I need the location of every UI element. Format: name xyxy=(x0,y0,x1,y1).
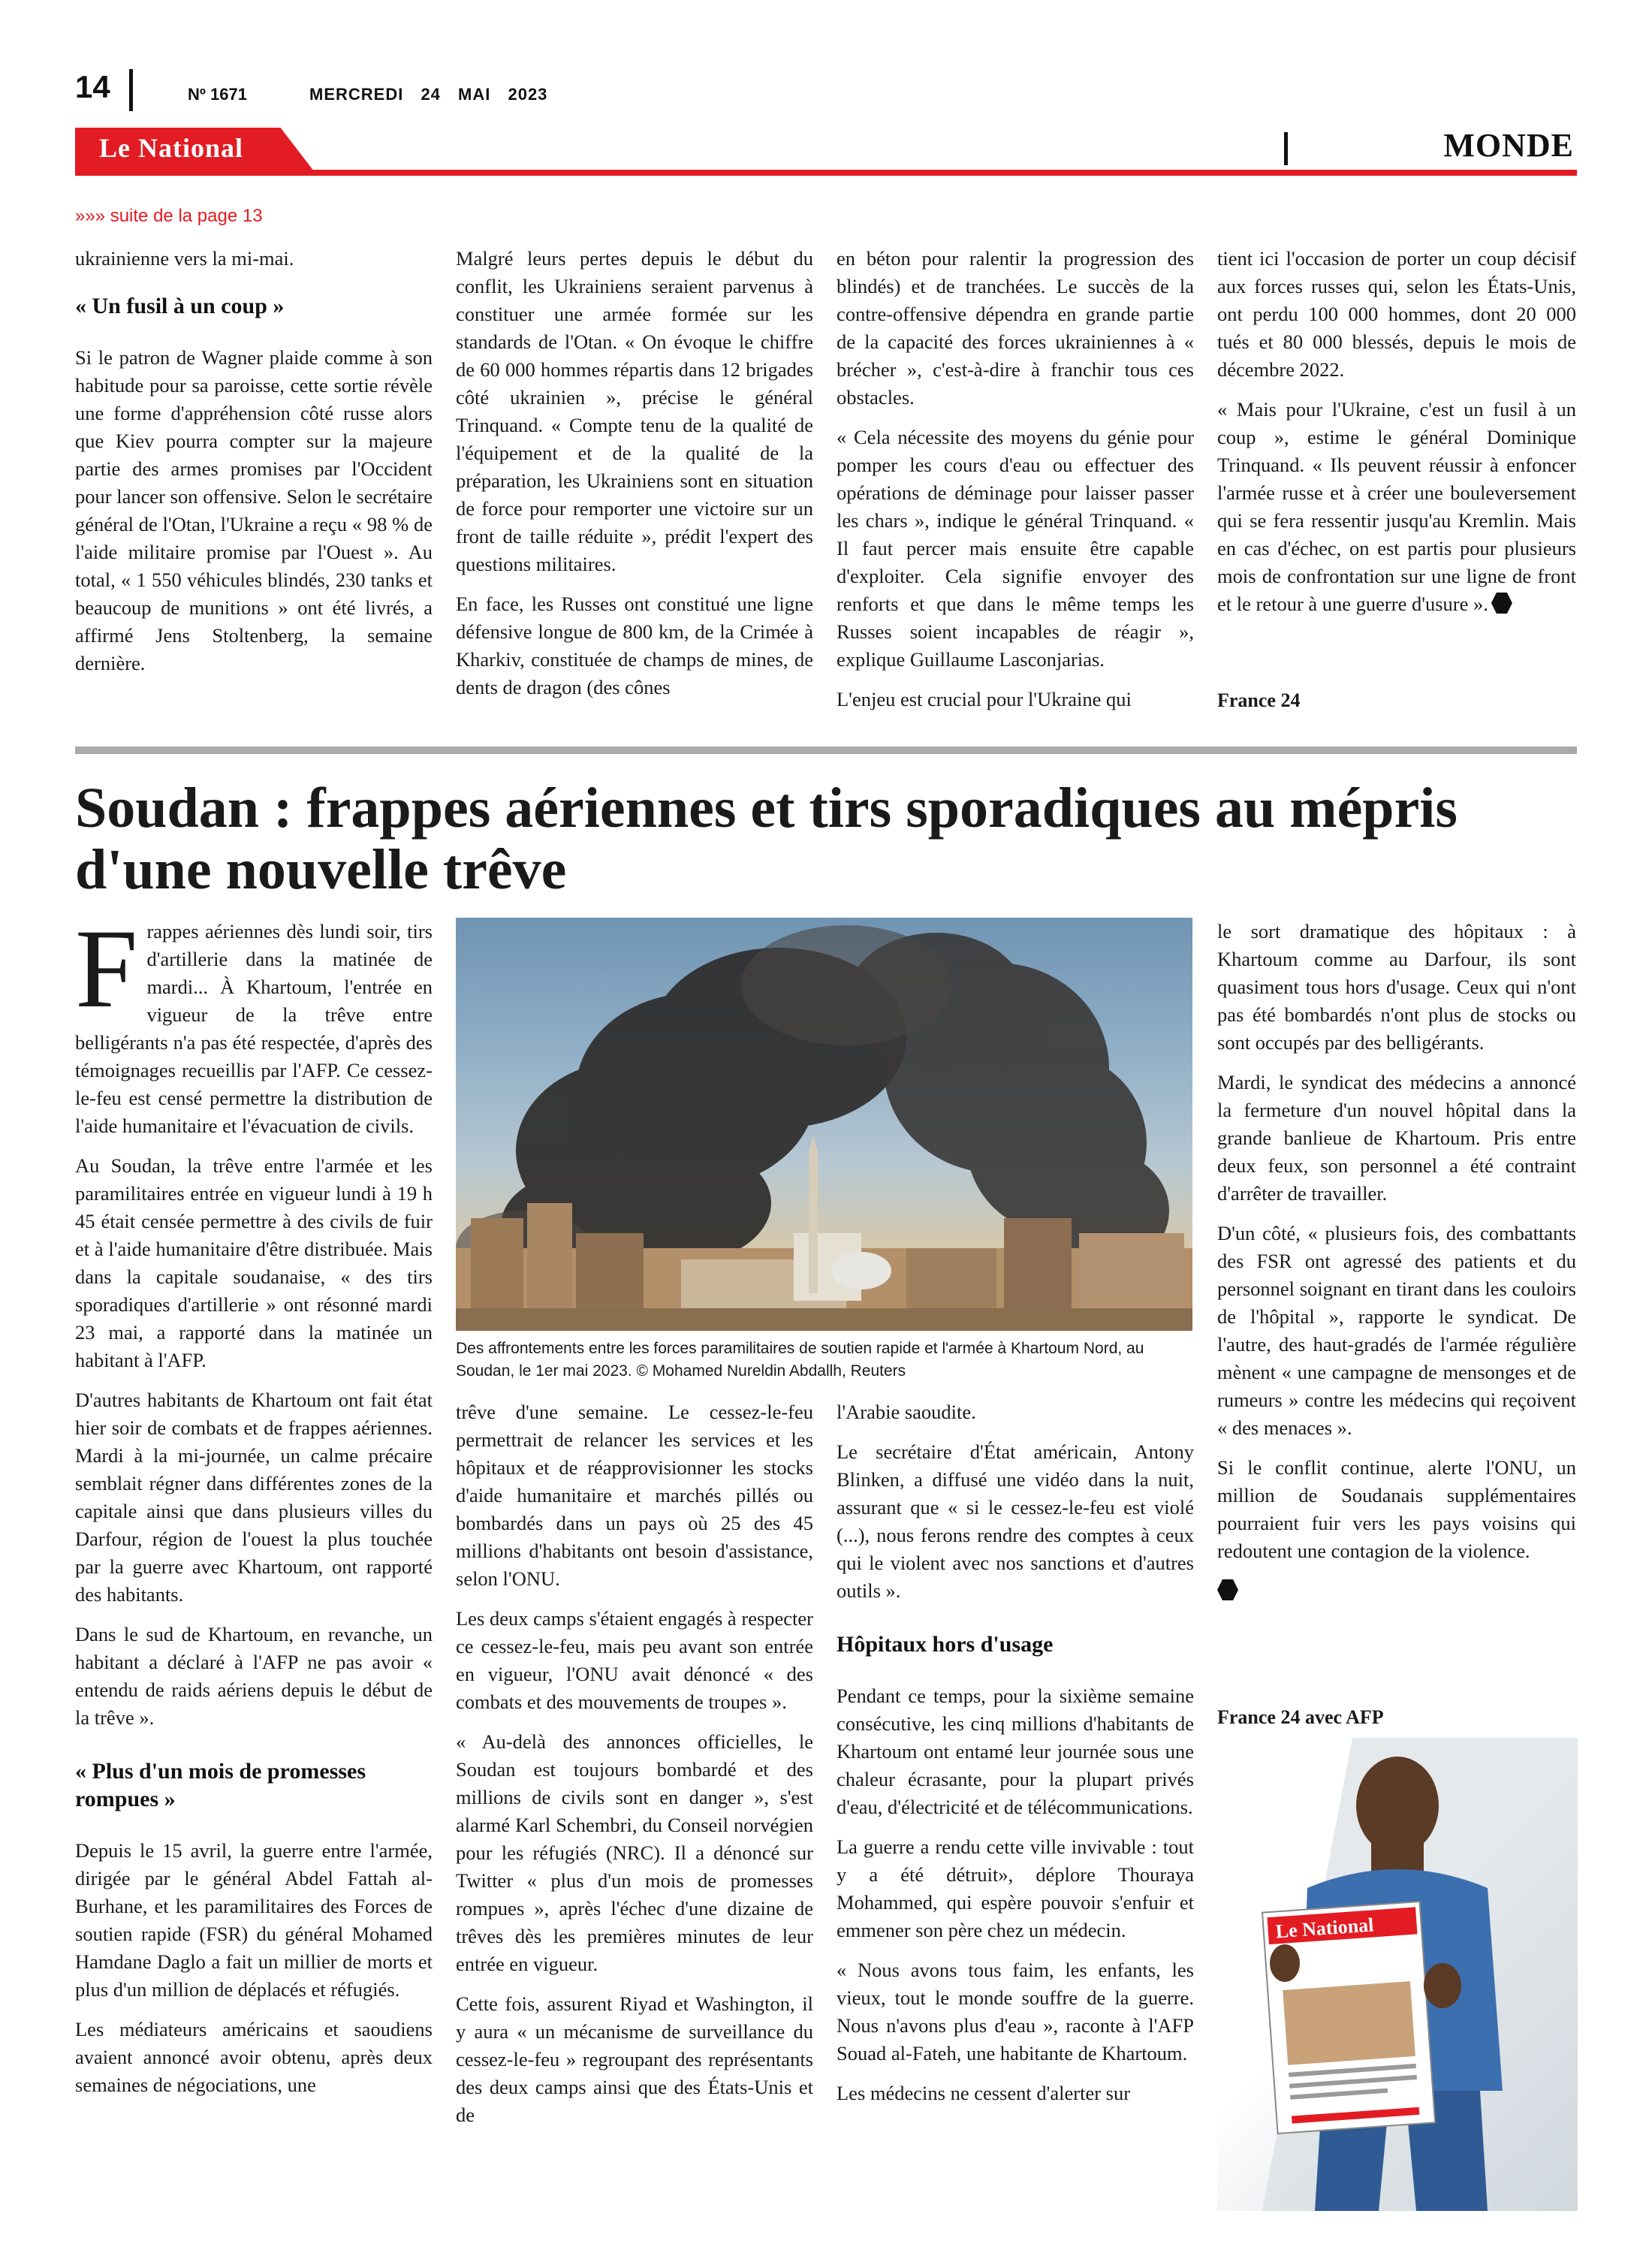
main-article-source: France 24 avec AFP xyxy=(1217,1706,1384,1728)
news-photo xyxy=(456,918,1192,1331)
paragraph: ukrainienne vers la mi-mai. xyxy=(75,247,294,270)
article-separator xyxy=(75,746,1577,754)
paragraph: La guerre a rendu cette ville invivable : tout y a été détruit», déplore Thouraya Mohammed, qui espère pouvoir s'enfuir et emmener son père chez un médecin. xyxy=(837,1835,1194,1941)
paragraph: « Au-delà des annonces officielles, le Soudan est toujours bombardé et des millions de civils sont en danger », s'est alarmé Karl Schembri, du Conseil norvégien pour les réfugiés (NRC). Il a dénoncé sur Twitter « plus d'un mois de promesses rompues », après l'échec d'une dizaine de trêves dès les premières minutes de leur entrée en vigueur. xyxy=(456,1730,813,1975)
paragraph: « Cela nécessite des moyens du génie pour pomper les cours d'eau ou effectuer des opérations de déminage pour laisser passer les chars », indique le général Trinquand. « Il faut percer mais ensuite être capable d'exploiter. Cela signifie envoyer des renforts et que dans le même temps les Russes soient incapables de réagir », explique Guillaume Lasconjarias. xyxy=(837,426,1194,671)
subheading: Hôpitaux hors d'usage xyxy=(837,1632,1054,1657)
lead-paragraph xyxy=(75,906,433,1140)
paragraph: Pendant ce temps, pour la sixième semaine consécutive, les cinq millions d'habitants de Khartoum ont entamé leur journée sous une chaleur écrasante, pour la plupart privés d'eau, d'électricité et de télécommunications. xyxy=(837,1684,1194,1818)
paragraph-text: « Mais pour l'Ukraine, c'est un fusil à un coup », estime le général Dominique Trinquand. « Ils peuvent réussir à enfoncer l'armée russe et à créer une bouleversement qui se fera ressentir jusqu'au Kremlin. Mais en cas d'échec, on est partis pour plusieurs mois de confrontation sur une ligne de front et le retour à une guerre d'usure ». xyxy=(1217,398,1576,615)
paragraph: Mardi, le syndicat des médecins a annoncé la fermeture d'un nouvel hôpital dans la grande banlieue de Khartoum. Pris entre deux feux, son personnel a été contraint d'arrêter de travailler. xyxy=(1217,1071,1576,1205)
header-rule xyxy=(75,170,1577,176)
top-article-source: France 24 xyxy=(1217,689,1301,711)
section-title: MONDE xyxy=(1443,127,1574,164)
end-mark-row xyxy=(1217,1577,1576,1605)
paragraph: D'un côté, « plusieurs fois, des combattants des FSR ont agressé des patients et du personnel soignant en tirant dans les couloirs de l'hôpital », rapporte le syndicat. De l'autre, des haut-gradés de l'armée régulière mènent « une campagne de mensonges et de rumeurs » contre les médecins qui reçoivent « des menaces ». xyxy=(1217,1222,1576,1439)
paragraph: l'Arabie saoudite. xyxy=(837,1401,976,1423)
issue-date: MERCREDI 24 MAI 2023 xyxy=(309,85,548,104)
subheading: « Plus d'un mois de promesses rompues » xyxy=(75,1759,366,1811)
ad-newspaper-logo: Le National xyxy=(1274,1914,1375,1943)
paragraph: Les médecins ne cessent d'alerter sur xyxy=(837,2082,1131,2104)
end-mark-icon xyxy=(1217,1579,1238,1600)
main-article-col-4 xyxy=(1217,918,1576,1617)
paragraph: Le secrétaire d'État américain, Antony Blinken, a diffusé une vidéo dans la nuit, assurant que « si le cessez-le-feu est violé (...), nous ferons rendre des comptes à ceux qui le violent avec nos sanctions et d'autres outils ». xyxy=(837,1440,1194,1602)
paragraph xyxy=(1217,396,1576,618)
drop-cap: F xyxy=(75,906,138,1031)
top-article-col-4 xyxy=(1217,245,1576,630)
issue-number: Nº 1671 xyxy=(188,85,247,104)
main-article-col-2 xyxy=(456,1398,813,2141)
paragraph: Au Soudan, la trêve entre l'armée et les paramilitaires entrée en vigueur lundi à 19 h 45 était censée permettre à des civils de fuir et à l'aide humanitaire d'être distribuée. Mais dans la capitale soudanaise, « des tirs sporadiques d'artillerie » ont résonné mardi 23 mai, a rapporté dans la matinée un habitant à l'AFP. xyxy=(75,1154,433,1371)
newspaper-advert xyxy=(1217,1738,1578,2211)
page-number: 14 xyxy=(75,69,110,104)
continuation-note: »»» suite de la page 13 xyxy=(75,206,263,226)
paragraph: Dans le sud de Khartoum, en revanche, un habitant a déclaré à l'AFP ne pas avoir « entendu de raids aériens depuis le début de la trêve ». xyxy=(75,1623,433,1729)
paragraph: L'enjeu est crucial pour l'Ukraine qui xyxy=(837,688,1132,710)
paragraph: Cette fois, assurent Riyad et Washington, il y aura « un mécanisme de surveillance du cessez-le-feu » regroupant des représentants des deux camps ainsi que des États-Unis et de xyxy=(456,1992,813,2126)
paragraph: D'autres habitants de Khartoum ont fait état hier soir de combats et de frappes aériennes. Mardi à la mi-journée, un calme précaire semblait régner dans différentes zones de la capitale ainsi que dans plusieurs villes du Darfour, région de l'ouest la plus touchée par la guerre avec Khartoum, ont rapporté des habitants. xyxy=(75,1389,433,1606)
paragraph: « Nous avons tous faim, les enfants, les vieux, tout le monde souffre de la guerre. Nous n'avons plus d'eau », raconte à l'AFP Souad al-Fateh, une habitante de Khartoum. xyxy=(837,1959,1194,2064)
paragraph: Les médiateurs américains et saoudiens avaient annoncé avoir obtenu, après deux semaines de négociations, une xyxy=(75,2018,433,2096)
headline: Soudan : frappes aériennes et tirs sporadiques au mépris d'une nouvelle trêve xyxy=(75,777,1458,901)
paragraph: trêve d'une semaine. Le cessez-le-feu permettrait de relancer les services et les hôpitaux et de réapprovisionner les stocks d'aide humanitaire et marchés pillés ou bombardés dans un pays où 25 des 45 millions d'habitants ont besoin d'assistance, selon l'ONU. xyxy=(456,1401,813,1590)
smoke-over-city-illustration xyxy=(456,918,1192,1331)
page-number-divider xyxy=(129,69,133,111)
person-holding-newspaper-illustration xyxy=(1217,1738,1578,2211)
main-article-col-1 xyxy=(75,906,433,2111)
paragraph: Les deux camps s'étaient engagés à respecter ce cessez-le-feu, mais peu avant son entrée en vigueur, l'ONU avait dénoncé « des combats et des mouvements de troupes ». xyxy=(456,1607,813,1713)
paragraph: Depuis le 15 avril, la guerre entre l'armée, dirigée par le général Abdel Fattah al-Burhane, et les paramilitaires des Forces de soutien rapide (FSR) du général Mohamed Hamdane Daglo a fait un millier de morts et plus d'un million de déplacés et réfugiés. xyxy=(75,1839,433,2001)
top-article-col-2 xyxy=(456,245,813,713)
paragraph: en béton pour ralentir la progression des blindés) et de tranchées. Le succès de la contre-offensive dépendra en grande partie de la capacité des forces ukrainiennes à « brécher », c'est-à-dire à franchir tous ces obstacles. xyxy=(837,247,1194,409)
paragraph: Si le patron de Wagner plaide comme à son habitude pour sa paroisse, cette sortie révèle une forme d'appréhension côté russe alors que Kiev pourra compter sur la majeure partie des armes promises par l'Occident pour lancer son offensive. Selon le secrétaire général de l'Otan, l'Ukraine a reçu « 98 % de l'aide militaire promise par l'Ouest ». Au total, « 1 550 véhicules blindés, 230 tanks et beaucoup de munitions » ont été livrés, a affirmé Jens Stoltenberg, la semaine dernière. xyxy=(75,346,433,674)
paragraph: le sort dramatique des hôpitaux : à Khartoum comme au Darfour, ils sont quasiment tous hors d'usage. Ceux qui n'ont pas été bombardés n'ont plus de stocks ou sont occupés par des belligérants. xyxy=(1217,920,1576,1054)
paragraph: tient ici l'occasion de porter un coup décisif aux forces russes qui, selon les États-Unis, ont perdu 100 000 hommes, dont 20 000 tués et 80 000 blessés, depuis le mois de décembre 2022. xyxy=(1217,247,1576,381)
paragraph-text: rappes aériennes dès lundi soir, tirs d'artillerie dans la matinée de mardi... À Khartoum, l'entrée en vigueur de la trêve entre belligérants n'a pas été respectée, d'après des témoignages recueillis par l'AFP. Ce cessez-le-feu est censé permettre la distribution de l'aide humanitaire et l'évacuation de civils. xyxy=(75,920,433,1137)
photo-caption: Des affrontements entre les forces paramilitaires de soutien rapide et l'armée à Khartoum Nord, au Soudan, le 1er mai 2023. © Mohamed Nureldin Abdallh, Reuters xyxy=(456,1340,1144,1380)
main-article-col-3 xyxy=(837,1398,1194,2119)
subheading: « Un fusil à un coup » xyxy=(75,294,285,318)
paragraph: Si le conflit continue, alerte l'ONU, un million de Soudanais supplémentaires pourraient fuir vers les pays voisins qui redoutent une contagion de la violence. xyxy=(1217,1456,1576,1562)
section-divider xyxy=(1284,132,1288,165)
brand-logo: Le National xyxy=(99,133,244,163)
top-article-col-1 xyxy=(75,245,433,689)
paragraph: Malgré leurs pertes depuis le début du conflit, les Ukrainiens seraient parvenus à constituer une armée formée sur les standards de l'Otan. « On évoque le chiffre de 60 000 hommes répartis dans 12 brigades côté ukrainien », précise le général Trinquand. « Compte tenu de la qualité de l'équipement et de la qualité de la préparation, les Ukrainiens sont en situation de force pour remporter une victoire sur un front de taille réduite », prédit l'expert des questions militaires. xyxy=(456,247,813,575)
end-mark-icon xyxy=(1491,593,1512,614)
paragraph: En face, les Russes ont constitué une ligne défensive longue de 800 km, de la Crimée à Kharkiv, constituée de champs de mines, de dents de dragon (des cônes xyxy=(456,593,813,698)
top-article-col-3 xyxy=(837,245,1194,725)
